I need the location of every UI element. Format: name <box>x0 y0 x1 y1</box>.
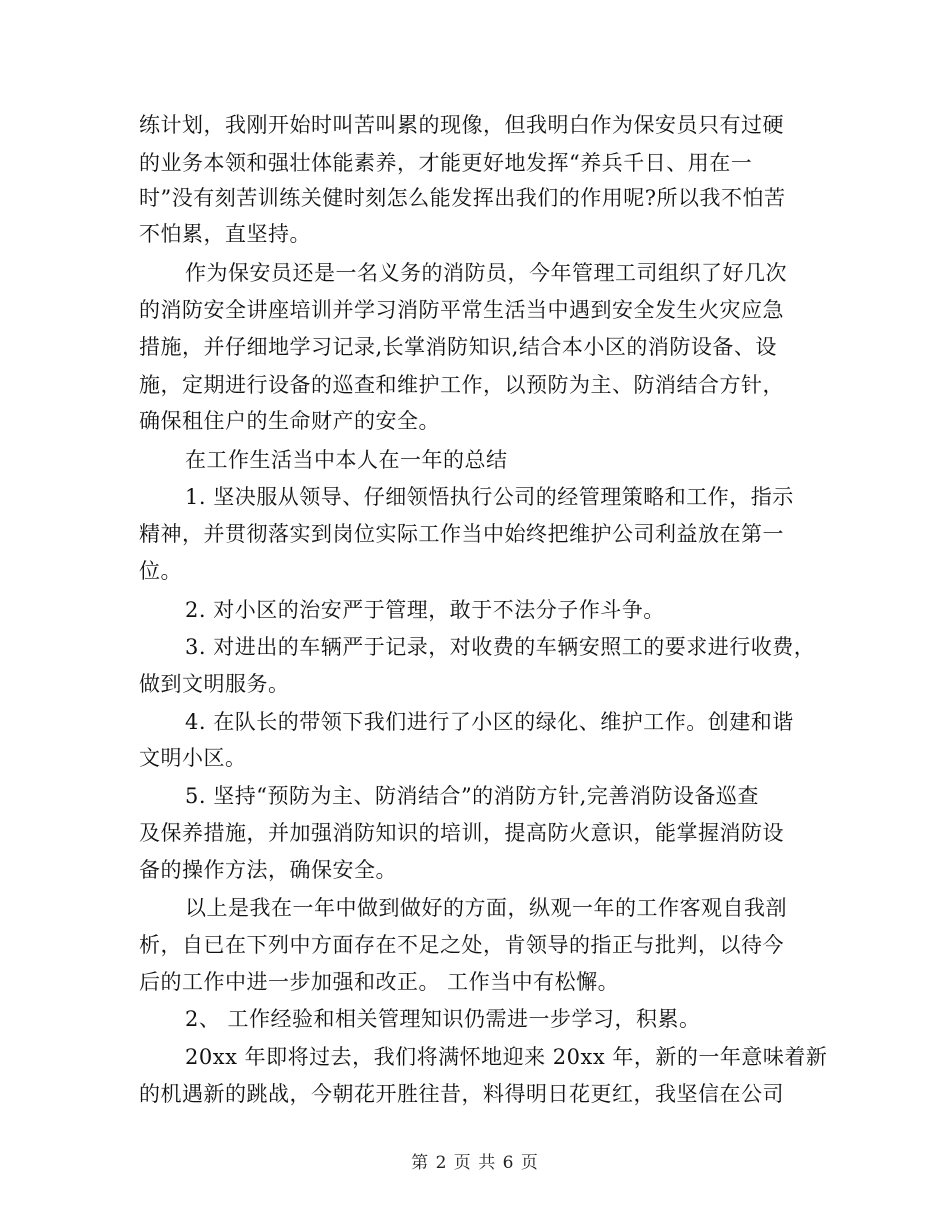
text-line: 时”没有刻苦训练关健时刻怎么能发挥出我们的作用呢?所以我不怕苦 <box>139 186 786 210</box>
text-line: 析，自已在下列中方面存在不足之处，肯领导的指正与批判，以待今 <box>139 933 784 957</box>
text-line: 的机遇新的跳战，今朝花开胜往昔，料得明日花更红，我坚信在公司 <box>139 1082 784 1106</box>
list-item: 2、 工作经验和相关管理知识仍需进一步学习，积累。 <box>185 1007 701 1031</box>
text-line: 备的操作方法，确保安全。 <box>139 858 397 882</box>
text-line: 的业务本领和强壮体能素养，才能更好地发挥“养兵千日、用在一 <box>139 151 753 175</box>
text-line: 精神，并贯彻落实到岗位实际工作当中始终把维护公司利益放在第一 <box>139 522 784 546</box>
text-line: 文明小区。 <box>139 746 247 770</box>
text-line: 20xx 年即将过去，我们将满怀地迎来 20xx 年，新的一年意味着新 <box>185 1045 828 1069</box>
text-line: 后的工作中进一步加强和改正。 工作当中有松懈。 <box>139 970 620 994</box>
text-line: 以上是我在一年中做到做好的方面，纵观一年的工作客观自我剖 <box>185 896 787 920</box>
text-line: 及保养措施，并加强消防知识的培训，提高防火意识，能掌握消防设 <box>139 821 784 845</box>
text-line: 练计划，我刚开始时叫苦叫累的现像，但我明白作为保安员只有过硬 <box>139 113 784 137</box>
list-item: 4. 在队长的带领下我们进行了小区的绿化、维护工作。创建和谐 <box>185 710 794 734</box>
list-item: 5. 坚持“预防为主、防消结合”的消防方针,完善消防设备巡查 <box>185 784 759 808</box>
list-item: 1. 坚决服从领导、仔细领悟执行公司的经管理策略和工作，指示 <box>185 485 794 509</box>
text-line: 确保租住户的生命财产的安全。 <box>139 409 440 433</box>
page-number: 第 2 页 共 6 页 <box>411 1153 539 1173</box>
text-line: 不怕累，直坚持。 <box>139 222 311 246</box>
text-line: 措施，并仔细地学习记录,长掌消防知识,结合本小区的消防设备、设 <box>139 335 777 359</box>
list-item: 2. 对小区的治安严于管理，敢于不法分子作斗争。 <box>185 598 665 622</box>
text-line: 的消防安全讲座培训并学习消防平常生活当中遇到安全发生火灾应急 <box>139 298 784 322</box>
text-line: 作为保安员还是一名义务的消防员，今年管理工司组织了好几次 <box>185 261 787 285</box>
list-item: 3. 对进出的车辆严于记录，对收费的车辆安照工的要求进行收费， <box>185 635 816 659</box>
text-line: 做到文明服务。 <box>139 672 290 696</box>
text-line: 施，定期进行设备的巡查和维护工作，以预防为主、防消结合方针， <box>139 373 784 397</box>
section-heading: 在工作生活当中本人在一年的总结 <box>185 448 508 472</box>
text-line: 位。 <box>139 559 182 583</box>
